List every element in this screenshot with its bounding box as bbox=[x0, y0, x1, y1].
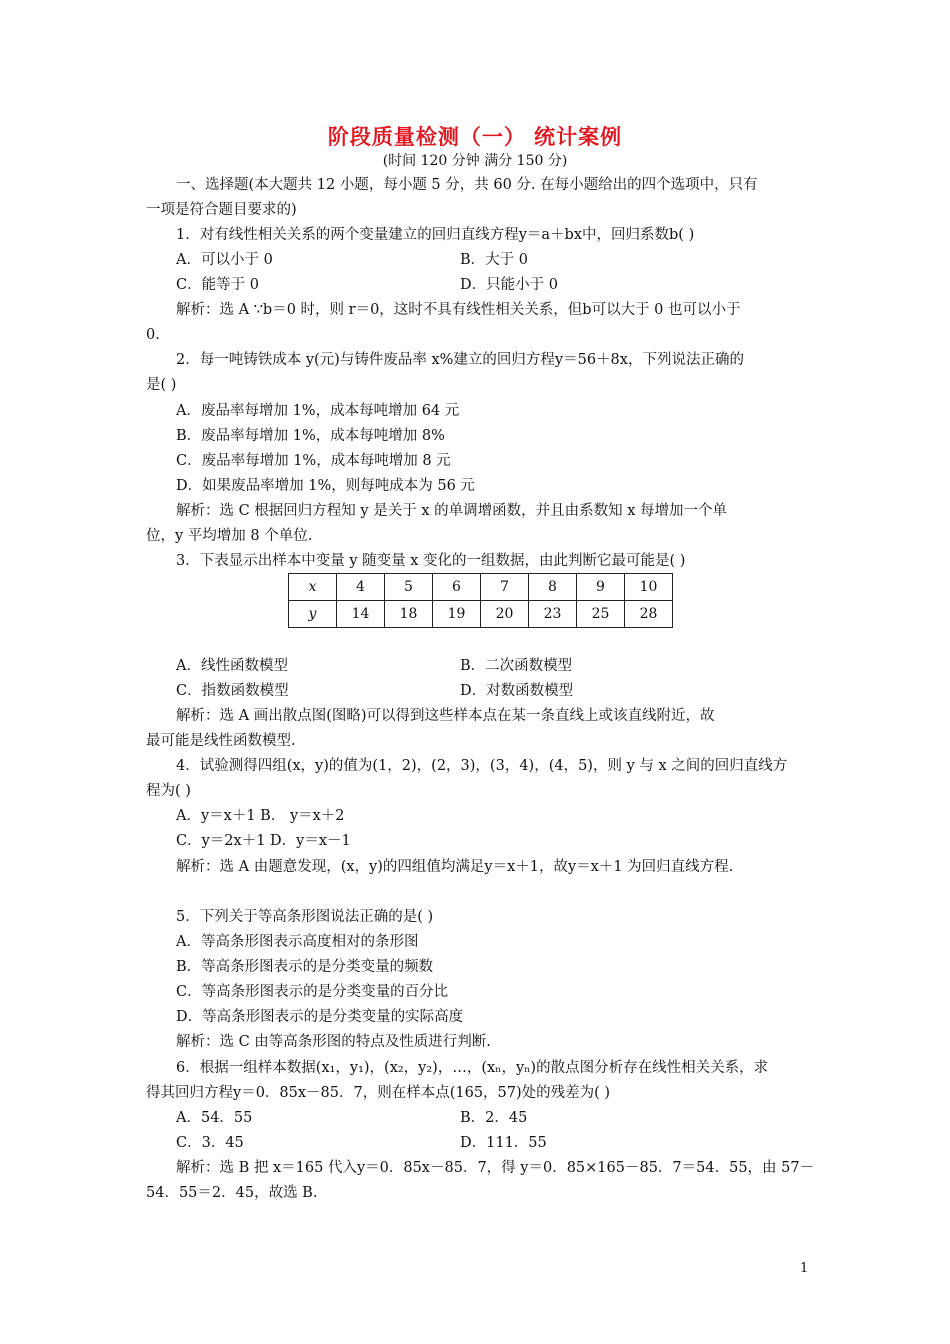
q1-option-b: B．大于 0 bbox=[460, 252, 528, 268]
q1-explanation: 解析：选 A ∵b＝0 时，则 r＝0，这时不具有线性相关关系，但b可以大于 0 也可以小于 bbox=[176, 302, 741, 318]
q4-stem: 4．试验测得四组(x，y)的值为(1，2)，(2，3)，(3，4)，(4，5)，则 y 与 x 之间的回归直线方 bbox=[176, 758, 788, 774]
table-cell: 23 bbox=[529, 601, 577, 628]
q6-option-c: C．3．45 bbox=[176, 1135, 244, 1151]
table-cell: 19 bbox=[433, 601, 481, 628]
q6-stem-cont: 得其回归方程y＝0．85x－85．7，则在样本点(165，57)处的残差为( ) bbox=[146, 1085, 611, 1101]
q6-option-d: D．111．55 bbox=[460, 1135, 547, 1151]
table-cell: 18 bbox=[385, 601, 433, 628]
q5-option-b: B．等高条形图表示的是分类变量的频数 bbox=[176, 959, 434, 975]
q2-explanation-cont: 位，y 平均增加 8 个单位. bbox=[146, 528, 313, 544]
section-heading-cont: 一项是符合题目要求的) bbox=[146, 202, 297, 218]
q6-option-a: A．54．55 bbox=[176, 1110, 253, 1126]
q5-option-a: A．等高条形图表示高度相对的条形图 bbox=[176, 934, 419, 950]
table-cell: 8 bbox=[529, 574, 577, 601]
q1-stem: 1．对有线性相关关系的两个变量建立的回归直线方程y＝a＋bx中，回归系数b( ) bbox=[176, 227, 695, 243]
q6-stem: 6．根据一组样本数据(x₁，y₁)，(x₂，y₂)，…，(xₙ，yₙ)的散点图分析存在线性相关关系，求 bbox=[176, 1060, 769, 1076]
q3-option-c: C．指数函数模型 bbox=[176, 683, 289, 699]
q3-option-a: A．线性函数模型 bbox=[176, 658, 288, 674]
q6-option-b: B．2．45 bbox=[460, 1110, 528, 1126]
section-heading: 一、选择题(本大题共 12 小题，每小题 5 分，共 60 分. 在每小题给出的四个选项中，只有 bbox=[176, 177, 758, 193]
q3-option-d: D．对数函数模型 bbox=[460, 683, 574, 699]
q3-stem: 3．下表显示出样本中变量 y 随变量 x 变化的一组数据，由此判断它最可能是( ) bbox=[176, 553, 686, 569]
table-cell: 4 bbox=[337, 574, 385, 601]
q5-stem: 5．下列关于等高条形图说法正确的是( ) bbox=[176, 909, 434, 925]
q3-explanation: 解析：选 A 画出散点图(图略)可以得到这些样本点在某一条直线上或该直线附近，故 bbox=[176, 708, 715, 724]
table-row-y bbox=[289, 601, 673, 628]
table-row-x bbox=[289, 574, 673, 601]
q1-option-a: A．可以小于 0 bbox=[176, 252, 273, 268]
q5-option-c: C．等高条形图表示的是分类变量的百分比 bbox=[176, 984, 449, 1000]
page-title: 阶段质量检测（一） 统计案例 bbox=[327, 124, 623, 149]
table-header-x: x bbox=[289, 574, 337, 601]
table-cell: 14 bbox=[337, 601, 385, 628]
q2-stem: 2．每一吨铸铁成本 y(元)与铸件废品率 x%建立的回归方程y＝56＋8x，下列说法正确的 bbox=[176, 352, 744, 368]
q1-option-c: C．能等于 0 bbox=[176, 277, 259, 293]
q1-explanation-cont: 0. bbox=[146, 327, 160, 343]
q2-explanation: 解析：选 C 根据回归方程知 y 是关于 x 的单调增函数，并且由系数知 x 每增加一个单 bbox=[176, 503, 728, 519]
q6-explanation: 解析：选 B 把 x＝165 代入y＝0．85x－85．7，得 y＝0．85×165－85．7＝54．55，由 57－ bbox=[176, 1160, 815, 1176]
q4-explanation: 解析：选 A 由题意发现，(x，y)的四组值均满足y＝x＋1，故y＝x＋1 为回归直线方程. bbox=[176, 859, 734, 875]
page-subtitle: (时间 120 分钟 满分 150 分) bbox=[382, 153, 568, 169]
q2-option-a: A．废品率每增加 1%，成本每吨增加 64 元 bbox=[176, 403, 460, 419]
q2-option-c: C．废品率每增加 1%，成本每吨增加 8 元 bbox=[176, 453, 451, 469]
table-header-y: y bbox=[289, 601, 337, 628]
page-number: 1 bbox=[800, 1261, 809, 1276]
table-cell: 28 bbox=[625, 601, 673, 628]
q3-data-table bbox=[288, 573, 673, 628]
q5-option-d: D．等高条形图表示的是分类变量的实际高度 bbox=[176, 1009, 464, 1025]
table-cell: 20 bbox=[481, 601, 529, 628]
q5-explanation: 解析：选 C 由等高条形图的特点及性质进行判断. bbox=[176, 1034, 491, 1050]
q3-explanation-cont: 最可能是线性函数模型. bbox=[146, 733, 296, 749]
table-cell: 5 bbox=[385, 574, 433, 601]
q1-option-d: D．只能小于 0 bbox=[460, 277, 558, 293]
q6-explanation-cont: 54．55＝2．45，故选 B. bbox=[146, 1185, 318, 1201]
q2-option-d: D．如果废品率增加 1%，则每吨成本为 56 元 bbox=[176, 478, 475, 494]
q4-options-cd: C．y＝2x＋1 D．y＝x－1 bbox=[176, 833, 351, 849]
q2-option-b: B．废品率每增加 1%，成本每吨增加 8% bbox=[176, 428, 445, 444]
table-cell: 6 bbox=[433, 574, 481, 601]
table-cell: 25 bbox=[577, 601, 625, 628]
table-cell: 9 bbox=[577, 574, 625, 601]
table-cell: 7 bbox=[481, 574, 529, 601]
q4-stem-cont: 程为( ) bbox=[146, 783, 191, 799]
table-cell: 10 bbox=[625, 574, 673, 601]
q4-options-ab: A．y＝x＋1 B． y＝x＋2 bbox=[176, 808, 345, 824]
q3-option-b: B．二次函数模型 bbox=[460, 658, 573, 674]
q2-stem-cont: 是( ) bbox=[146, 377, 177, 393]
